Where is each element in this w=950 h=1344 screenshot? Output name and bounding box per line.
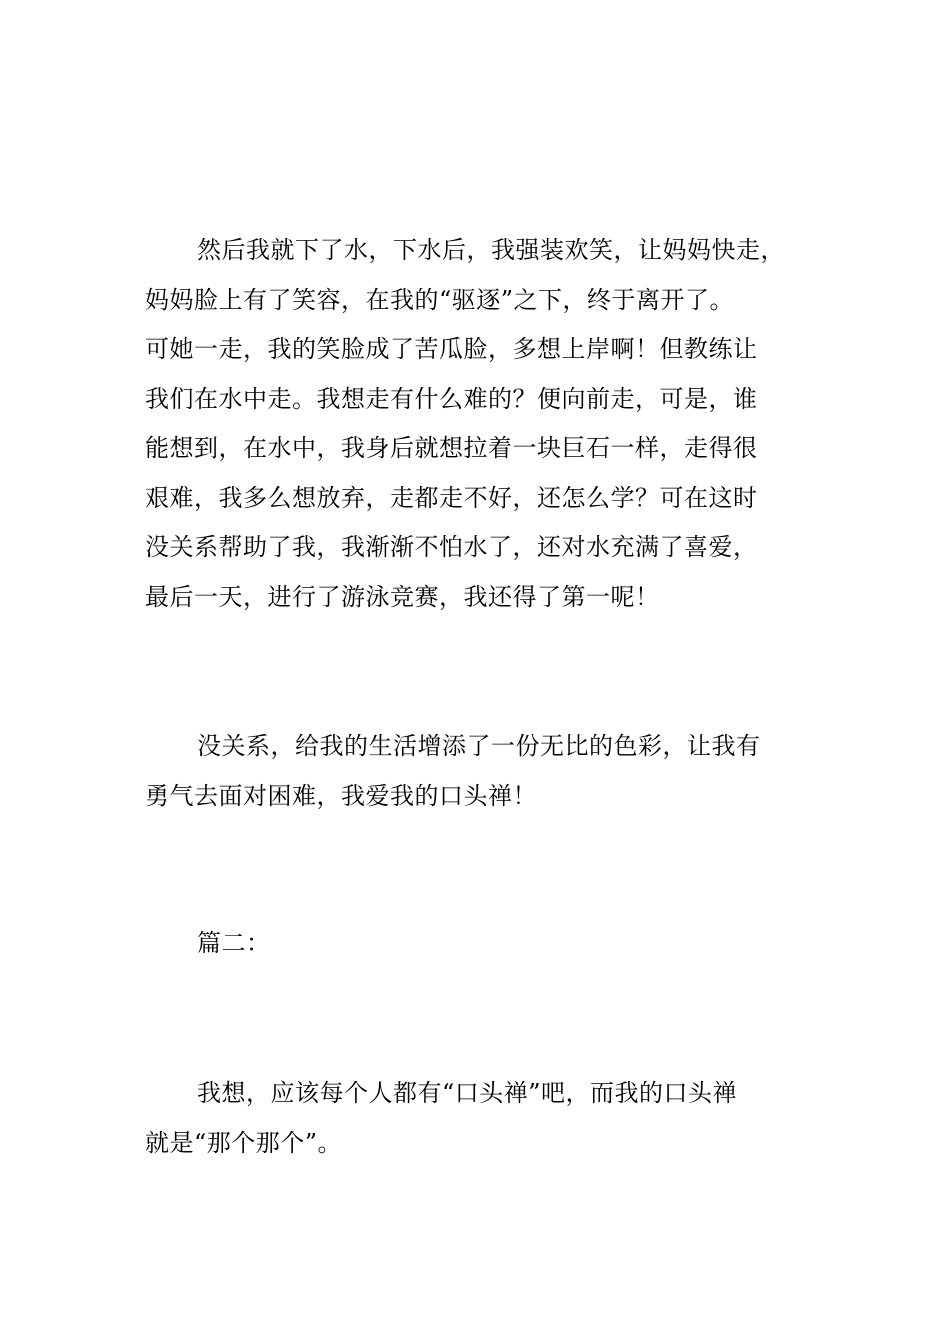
paragraph-line: 没关系，给我的生活增添了一份无比的色彩，让我有 — [197, 732, 761, 760]
paragraph-line: 我想，应该每个人都有“口头禅”吧，而我的口头禅 — [197, 1079, 738, 1107]
paragraph-line: 能想到，在水中，我身后就想拉着一块巨石一样，走得很 — [145, 434, 758, 462]
paragraph — [145, 226, 825, 622]
paragraph-line: 最后一天，进行了游泳竞赛，我还得了第一呢！ — [145, 582, 660, 611]
section-heading — [145, 919, 825, 969]
paragraph — [145, 1069, 825, 1168]
paragraph-line: 就是“那个那个”。 — [145, 1128, 343, 1157]
paragraph-line: 没关系帮助了我，我渐渐不怕水了，还对水充满了喜爱， — [145, 533, 758, 561]
paragraph-line: 勇气去面对困难，我爱我的口头禅！ — [145, 781, 537, 810]
paragraph-line: 妈妈脸上有了笑容，在我的“驱逐”之下，终于离开了。 — [145, 285, 735, 314]
paragraph-line: 可她一走，我的笑脸成了苦瓜脸，多想上岸啊！但教练让 — [145, 335, 758, 363]
section-heading-text: 篇二： — [197, 929, 271, 957]
paragraph — [145, 722, 825, 821]
paragraph-line: 然后我就下了水，下水后，我强装欢笑，让妈妈快走， — [197, 236, 785, 264]
paragraph-line: 我们在水中走。我想走有什么难的？便向前走，可是，谁 — [145, 384, 758, 413]
paragraph-line: 艰难，我多么想放弃，走都走不好，还怎么学？可在这时 — [145, 483, 758, 512]
